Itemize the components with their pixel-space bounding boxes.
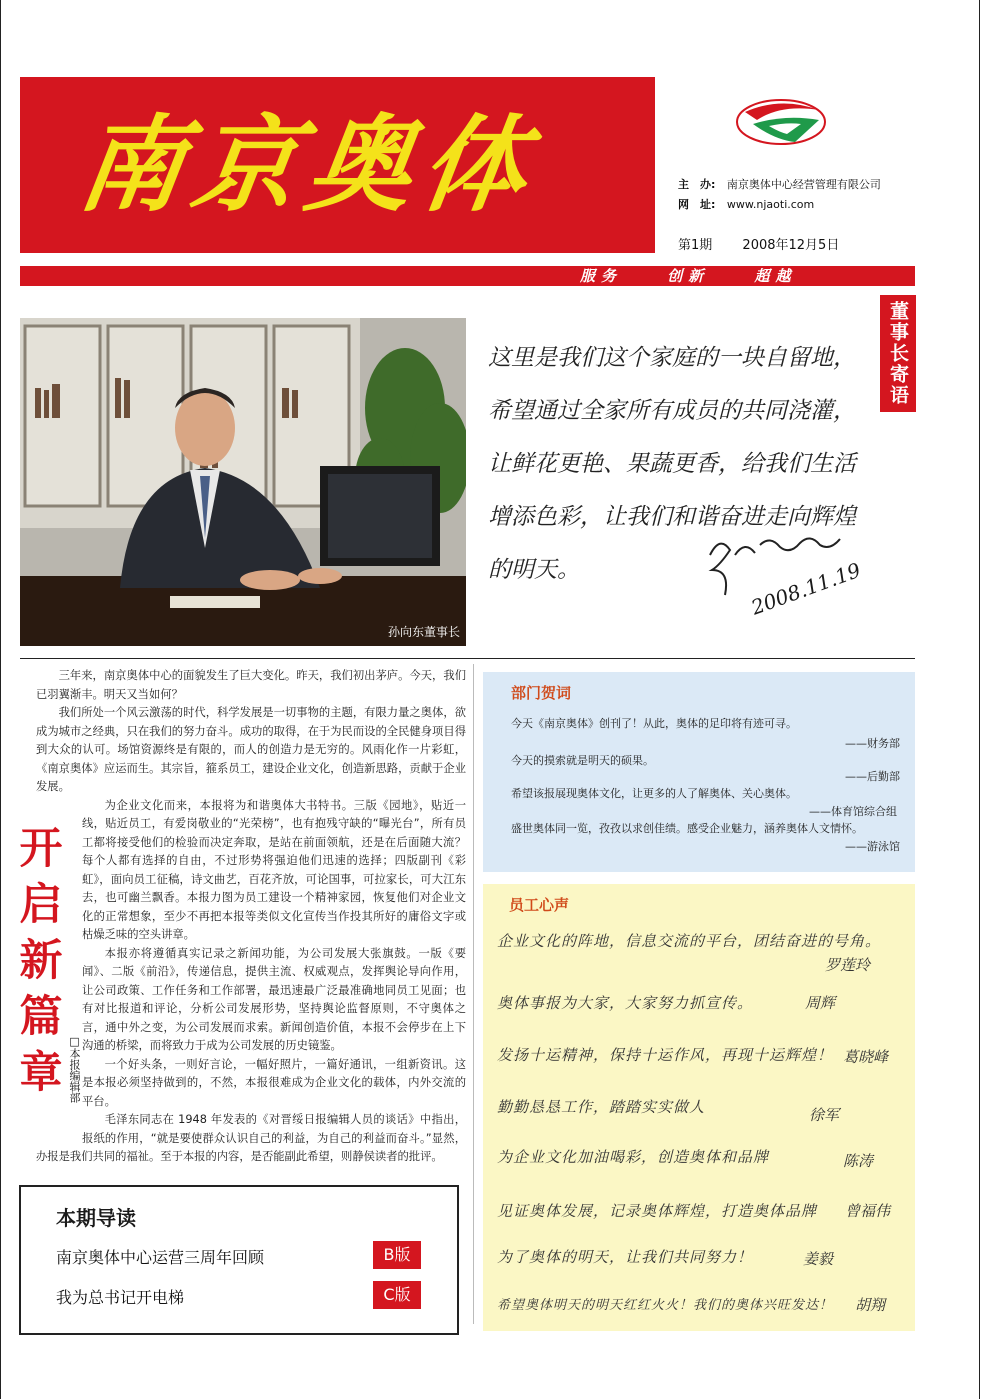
staff-voice: 发扬十运精神，保持十运作风，再现十运辉煌！ bbox=[497, 1046, 834, 1064]
greeting-sign: ——游泳馆 bbox=[845, 840, 900, 853]
chairman-message-tag: 董事长寄语 bbox=[880, 295, 916, 412]
headline-char: 开 bbox=[19, 823, 63, 874]
headline-char: 启 bbox=[19, 879, 63, 930]
staff-title: 员工心声 bbox=[509, 896, 570, 914]
chairman-signature bbox=[700, 525, 875, 640]
staff-name: 姜毅 bbox=[803, 1250, 834, 1268]
right-border bbox=[979, 0, 980, 1399]
greetings-title: 部门贺词 bbox=[511, 684, 572, 702]
guide-item-2[interactable]: 我为总书记开电梯 bbox=[56, 1288, 185, 1307]
website-link[interactable]: www.njaoti.com bbox=[726, 198, 815, 211]
chairman-photo bbox=[20, 318, 466, 646]
guide-title: 本期导读 bbox=[56, 1206, 136, 1230]
chairman-message: 这里是我们这个家庭的一块自留地，希望通过全家所有成员的共同浇灌，让鲜花更艳、果蔬更香，给我们生活增添色彩，让我们和谐奋进走向辉煌的明天。 bbox=[488, 345, 856, 583]
headline-char: 章 bbox=[19, 1047, 63, 1098]
slogan-band bbox=[20, 266, 915, 286]
sponsor-label: 主 办: bbox=[678, 178, 716, 191]
greeting-sign: ——体育馆综合组 bbox=[809, 805, 897, 818]
staff-voices-box bbox=[483, 884, 915, 1331]
greeting-text: 希望该报展现奥体文化，让更多的人了解奥体、关心奥体。 bbox=[511, 787, 797, 800]
article-paragraph: 毛泽东同志在 1948 年发表的《对晋绥日报编辑人员的谈话》中指出，报纸的作用，“就是要使群众认识自己的利益，为自己的利益而奋斗。”显然，办报是我们共同的福祉。至于本报的内容，是否能副此希望，则静侯读者的批评。 bbox=[36, 1113, 466, 1163]
staff-name: 曾福伟 bbox=[845, 1202, 891, 1220]
sponsor-value: 南京奥体中心经营管理有限公司 bbox=[726, 178, 881, 191]
masthead-banner bbox=[20, 77, 655, 253]
guide-item-1[interactable]: 南京奥体中心运营三周年回顾 bbox=[56, 1248, 265, 1267]
guide-badge-2[interactable]: C版 bbox=[373, 1281, 421, 1309]
sponsor-line bbox=[678, 176, 881, 192]
staff-name: 徐军 bbox=[809, 1106, 840, 1124]
photo-caption: 孙向东董事长 bbox=[387, 625, 460, 639]
issue-date: 2008年12月5日 bbox=[742, 238, 840, 253]
staff-voice: 企业文化的阵地，信息交流的平台，团结奋进的号角。 bbox=[497, 932, 882, 950]
headline-char: 篇 bbox=[19, 991, 63, 1042]
article-headline-block bbox=[16, 821, 81, 1131]
article-paragraph: 三年来，南京奥体中心的面貌发生了巨大变化。昨天，我们初出茅庐。今天，我们已羽翼渐丰。明天又当如何？ bbox=[36, 669, 466, 701]
article-paragraph: 我们所处一个风云激荡的时代，科学发展是一切事物的主题，有限力量之奥体，欲成为城市之经典，只在我们的努力奋斗。成功的取得，在于为民而设的全民健身项目得到大众的认可。场馆资源终是有限的，而人的创造力是无穷的。风雨化作一片彩虹，《南京奥体》应运而生。其宗旨，箍系员工，建设企业文化，创造新思路，贡献于企业发展。 bbox=[36, 706, 466, 793]
greeting-text: 盛世奥体同一览，孜孜以求创佳绩。感受企业魅力，涵养奥体人文情怀。 bbox=[511, 822, 863, 835]
slogan-2: 创新 bbox=[667, 267, 710, 285]
staff-voice: 为企业文化加油喝彩，创造奥体和品牌 bbox=[497, 1148, 770, 1166]
slogan-1: 服务 bbox=[580, 267, 623, 285]
slogan-3: 超越 bbox=[754, 267, 797, 285]
greeting-sign: ——后勤部 bbox=[845, 770, 900, 783]
department-greetings-box bbox=[483, 672, 915, 872]
staff-voice: 勤勤恳恳工作，踏踏实实做人 bbox=[497, 1098, 706, 1116]
slogan-text bbox=[580, 266, 831, 286]
staff-voice: 见证奥体发展，记录奥体辉煌，打造奥体品牌 bbox=[497, 1202, 818, 1220]
headline-char: 新 bbox=[19, 935, 63, 986]
staff-name: 罗莲玲 bbox=[825, 956, 871, 974]
website-line bbox=[678, 196, 814, 212]
greeting-sign: ——财务部 bbox=[845, 737, 900, 750]
staff-name: 葛晓峰 bbox=[843, 1048, 889, 1066]
logo-icon bbox=[735, 94, 827, 146]
staff-name: 周辉 bbox=[805, 994, 836, 1012]
issue-guide-box bbox=[19, 1185, 459, 1335]
feature-article bbox=[19, 667, 466, 1167]
staff-name: 胡翔 bbox=[855, 1296, 886, 1314]
column-divider bbox=[473, 664, 474, 1324]
left-border bbox=[0, 0, 1, 1399]
greeting-text: 今天《南京奥体》创刊了！从此，奥体的足印将有迹可寻。 bbox=[511, 717, 797, 730]
signature-date: 2008.11.19 bbox=[748, 557, 864, 620]
article-paragraph: 为企业文化而来，本报将为和谐奥体大书特书。三版《园地》，贴近一线，贴近员工，有爱岗敬业的“光荣榜”，也有抱残守缺的“曝光台”，所有员工都将接受他们的检验而决定奔取，是站在前面领航，还是在后面随大流？每个人都有选择的自由，不过形势将强迫他们迅速的选择；四版副刊《彩虹》，面向员工征稿，诗文曲艺，百花齐放，可论国事，可拉家长，可大江东去，也可幽兰飘香。本报力图为员工建设一个精神家园，恢复他们对企业文化的正常想象，至少不再把本报等类似文化宣传当作投其所好的庸俗文字或枯燥乏味的空头讲章。 bbox=[82, 798, 466, 941]
section-divider bbox=[20, 658, 915, 659]
article-headline bbox=[16, 821, 66, 1101]
masthead-title: 南京奥体 bbox=[71, 103, 545, 226]
article-byline: □本报编辑部 bbox=[68, 1034, 81, 1103]
staff-voice: 为了奥体的明天，让我们共同努力！ bbox=[497, 1248, 754, 1266]
website-label: 网 址: bbox=[678, 198, 716, 211]
staff-name: 陈涛 bbox=[843, 1152, 874, 1170]
article-paragraph: 本报亦将遵循真实记录之新闻功能，为公司发展大张旗鼓。一版《要闻》、二版《前沿》，传递信息，提供主流、权威观点，发挥舆论导向作用，让公司政策、工作任务和工作部署，最迅速最广泛最准确地同员工见面；也有对比报道和评论，分析公司发展形势，坚持舆论监督原则，不守奥体之言，通中外之变，为公司发展而求索。新闻创造价值，本报不会停步在上下沟通的桥梁，而将致力于成为公司发展的历史镜鉴。 bbox=[82, 946, 466, 1052]
issue-number: 第1期 bbox=[678, 238, 713, 253]
staff-voice: 奥体事报为大家，大家努力抓宣传。 bbox=[497, 994, 754, 1012]
staff-voice: 希望奥体明天的明天红红火火！我们的奥体兴旺发达！ bbox=[497, 1298, 834, 1313]
greeting-text: 今天的摸索就是明天的硕果。 bbox=[511, 754, 654, 767]
article-paragraph: 一个好头条，一则好言论，一幅好照片，一篇好通讯，一组新资讯。这是本报必须坚持做到的，不然，本报很难成为企业文化的载体，内外交流的平台。 bbox=[82, 1057, 466, 1108]
photo-illustration bbox=[20, 318, 466, 646]
guide-badge-1[interactable]: B版 bbox=[373, 1241, 421, 1269]
issue-line bbox=[678, 234, 865, 253]
